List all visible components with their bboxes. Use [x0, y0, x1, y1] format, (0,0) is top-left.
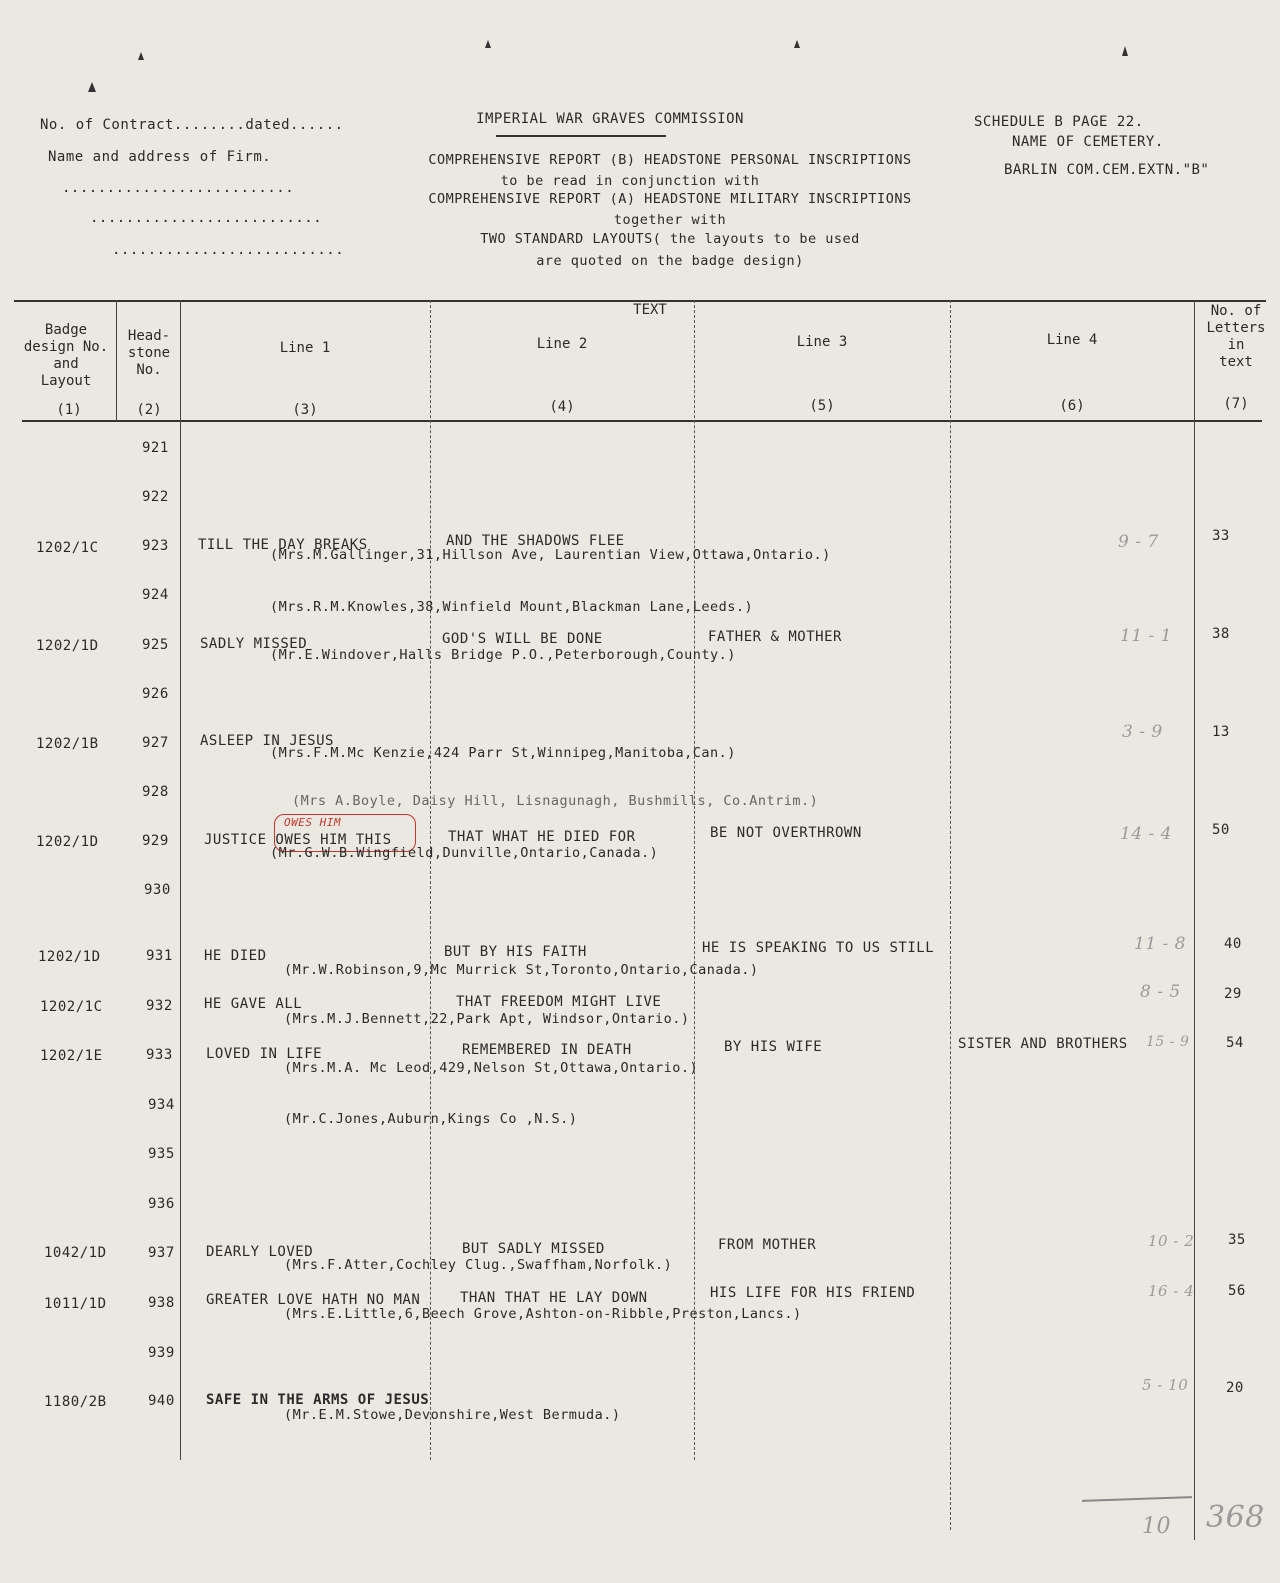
cemetery-name: BARLIN COM.CEM.EXTN."B" — [1004, 162, 1210, 178]
column-divider — [950, 300, 951, 1530]
headstone-number: 938 — [148, 1295, 175, 1311]
pin-mark — [138, 52, 144, 60]
firm-label: Name and address of Firm. — [48, 149, 272, 165]
next-of-kin-address: (Mrs.M.J.Bennett,22,Park Apt, Windsor,Ontario.) — [284, 1011, 690, 1027]
report-line-3: COMPREHENSIVE REPORT (A) HEADSTONE MILITARY INSCRIPTIONS — [428, 191, 912, 207]
column-header-text-group: TEXT — [633, 302, 667, 318]
column-divider — [430, 300, 431, 1460]
headstone-number: 924 — [142, 587, 169, 603]
letter-count: 40 — [1224, 936, 1242, 952]
inscription-line1: LOVED IN LIFE — [206, 1046, 323, 1062]
badge-design: 1042/1D — [44, 1245, 107, 1261]
letter-count: 56 — [1228, 1283, 1246, 1299]
column-header-line3: Line 3 — [796, 334, 848, 350]
next-of-kin-address: (Mr.G.W.B.Wingfield,Dunville,Ontario,Canada.) — [270, 845, 659, 861]
column-number: (5) — [809, 398, 835, 414]
inscription-line1: ASLEEP IN JESUS — [200, 733, 334, 749]
headstone-number: 929 — [142, 833, 169, 849]
badge-design: 1202/1D — [36, 638, 99, 654]
badge-design: 1011/1D — [44, 1296, 107, 1312]
report-line-6: are quoted on the badge design) — [536, 253, 804, 269]
badge-design: 1202/1D — [38, 949, 101, 965]
next-of-kin-address: (Mr.C.Jones,Auburn,Kings Co ,N.S.) — [284, 1111, 578, 1127]
inscription-line2: THAN THAT HE LAY DOWN — [460, 1290, 648, 1306]
handwritten-total: 10 — [1142, 1514, 1171, 1539]
badge-design: 1202/1C — [40, 999, 103, 1015]
letter-count: 29 — [1224, 986, 1242, 1002]
dotted-line: .......................... — [112, 242, 345, 258]
report-line-4: together with — [613, 212, 727, 228]
next-of-kin-address: (Mr.E.Windover,Halls Bridge P.O.,Peterborough,County.) — [270, 647, 736, 663]
column-number: (3) — [292, 402, 318, 418]
inscription-line1: JUSTICE OWES HIM THIS — [204, 832, 392, 848]
badge-design: 1202/1D — [36, 834, 99, 850]
handwritten-tally: 5 - 10 — [1142, 1376, 1189, 1394]
headstone-number: 935 — [148, 1146, 175, 1162]
inscription-line3: BY HIS WIFE — [724, 1039, 823, 1055]
inscription-line4: SISTER AND BROTHERS — [958, 1036, 1128, 1052]
column-number: (1) — [56, 402, 82, 418]
table-header-rule — [22, 420, 1262, 422]
column-header-badge: Badge design No. and Layout — [23, 322, 109, 389]
pin-mark — [88, 82, 96, 92]
badge-design: 1180/2B — [44, 1394, 107, 1410]
inscription-line3: FATHER & MOTHER — [708, 629, 842, 645]
next-of-kin-address: (Mrs.R.M.Knowles,38,Winfield Mount,Blackman Lane,Leeds.) — [270, 599, 754, 615]
inscription-line2: GOD'S WILL BE DONE — [442, 631, 603, 647]
headstone-number: 925 — [142, 637, 169, 653]
column-divider — [694, 300, 695, 1460]
pin-mark — [485, 40, 491, 48]
letter-count: 54 — [1226, 1035, 1244, 1051]
next-of-kin-address: (Mrs A.Boyle, Daisy Hill, Lisnagunagh, Bushmills, Co.Antrim.) — [292, 793, 819, 809]
next-of-kin-address: (Mrs.M.Gallinger,31,Hillson Ave, Laurentian View,Ottawa,Ontario.) — [270, 547, 831, 563]
badge-design: 1202/1B — [36, 736, 99, 752]
headstone-number: 937 — [148, 1245, 175, 1261]
inscription-line2: REMEMBERED IN DEATH — [462, 1042, 632, 1058]
letter-count: 35 — [1228, 1232, 1246, 1248]
headstone-number: 934 — [148, 1097, 175, 1113]
handwritten-tally: 16 - 4 — [1148, 1282, 1195, 1300]
column-number: (2) — [136, 402, 162, 418]
next-of-kin-address: (Mrs.F.Atter,Cochley Clug.,Swaffham,Norfolk.) — [284, 1257, 673, 1273]
report-line-2: to be read in conjunction with — [500, 173, 760, 189]
report-line-5: TWO STANDARD LAYOUTS( the layouts to be used — [480, 231, 860, 247]
next-of-kin-address: (Mrs.M.A. Mc Leod,429,Nelson St,Ottawa,Ontario.) — [284, 1060, 699, 1076]
headstone-number: 927 — [142, 735, 169, 751]
letter-count: 13 — [1212, 724, 1230, 740]
column-number: (7) — [1223, 396, 1249, 412]
handwritten-tally: 11 - 1 — [1120, 626, 1172, 646]
inscription-line2: AND THE SHADOWS FLEE — [446, 533, 625, 549]
headstone-number: 926 — [142, 686, 169, 702]
inscription-line2: BUT BY HIS FAITH — [444, 944, 587, 960]
inscription-line1: SADLY MISSED — [200, 636, 308, 652]
column-header-letters: No. of Letters in text — [1206, 303, 1266, 370]
handwritten-tally: 3 - 9 — [1122, 722, 1163, 742]
headstone-number: 931 — [146, 948, 173, 964]
title-rule — [496, 135, 666, 137]
organisation-title: IMPERIAL WAR GRAVES COMMISSION — [476, 111, 744, 127]
letter-count: 20 — [1226, 1380, 1244, 1396]
column-number: (4) — [549, 399, 575, 415]
inscription-line1: TILL THE DAY BREAKS — [198, 537, 368, 553]
next-of-kin-address: (Mrs.E.Little,6,Beech Grove,Ashton-on-Ribble,Preston,Lancs.) — [284, 1306, 802, 1322]
handwritten-tally: 8 - 5 — [1140, 982, 1181, 1002]
headstone-number: 933 — [146, 1047, 173, 1063]
schedule-label: SCHEDULE B PAGE 22. — [974, 114, 1144, 130]
handwritten-tally: 10 - 2 — [1148, 1232, 1195, 1250]
headstone-number: 921 — [142, 440, 169, 456]
column-header-headstone: Head- stone No. — [127, 328, 171, 378]
inscription-line3: HIS LIFE FOR HIS FRIEND — [710, 1285, 916, 1301]
column-header-line4: Line 4 — [1046, 332, 1098, 348]
letter-count: 33 — [1212, 528, 1230, 544]
headstone-number: 922 — [142, 489, 169, 505]
inscription-line3: BE NOT OVERTHROWN — [710, 825, 862, 841]
inscription-line1: DEARLY LOVED — [206, 1244, 314, 1260]
column-divider — [180, 300, 181, 1460]
inscription-line3: HE IS SPEAKING TO US STILL — [702, 940, 935, 956]
inscription-line1: HE GAVE ALL — [204, 996, 303, 1012]
inscription-line2: THAT FREEDOM MIGHT LIVE — [456, 994, 662, 1010]
headstone-number: 930 — [144, 882, 171, 898]
headstone-number: 936 — [148, 1196, 175, 1212]
correction-text: OWES HIM — [284, 816, 341, 829]
next-of-kin-address: (Mr.E.M.Stowe,Devonshire,West Bermuda.) — [284, 1407, 621, 1423]
letter-count: 38 — [1212, 626, 1230, 642]
inscription-line3: FROM MOTHER — [718, 1237, 817, 1253]
next-of-kin-address: (Mrs.F.M.Mc Kenzie,424 Parr St,Winnipeg,Manitoba,Can.) — [270, 745, 736, 761]
handwritten-tally: 14 - 4 — [1120, 824, 1172, 844]
column-number: (6) — [1059, 398, 1085, 414]
pin-mark — [794, 40, 800, 48]
headstone-number: 940 — [148, 1393, 175, 1409]
pin-mark — [1122, 46, 1128, 56]
letter-count: 50 — [1212, 822, 1230, 838]
headstone-number: 939 — [148, 1345, 175, 1361]
handwritten-total: 368 — [1206, 1500, 1265, 1535]
inscription-line1: HE DIED — [204, 948, 267, 964]
handwritten-tally: 9 - 7 — [1118, 532, 1159, 552]
handwritten-tally: 15 - 9 — [1146, 1034, 1190, 1050]
column-header-line2: Line 2 — [536, 336, 588, 352]
dotted-line: .......................... — [62, 180, 295, 196]
inscription-line1: SAFE IN THE ARMS OF JESUS — [206, 1392, 430, 1408]
inscription-line2: THAT WHAT HE DIED FOR — [448, 829, 636, 845]
next-of-kin-address: (Mr.W.Robinson,9,Mc Murrick St,Toronto,Ontario,Canada.) — [284, 962, 759, 978]
inscription-line2: BUT SADLY MISSED — [462, 1241, 605, 1257]
report-line-1: COMPREHENSIVE REPORT (B) HEADSTONE PERSONAL INSCRIPTIONS — [428, 152, 912, 168]
headstone-number: 928 — [142, 784, 169, 800]
badge-design: 1202/1E — [40, 1048, 103, 1064]
dotted-line: .......................... — [90, 210, 323, 226]
column-header-line1: Line 1 — [279, 340, 331, 356]
cemetery-label: NAME OF CEMETERY. — [1012, 134, 1164, 150]
headstone-number: 923 — [142, 538, 169, 554]
badge-design: 1202/1C — [36, 540, 99, 556]
contract-label: No. of Contract........dated...... — [40, 117, 344, 133]
handwritten-tally: 11 - 8 — [1134, 934, 1186, 954]
total-rule — [1082, 1496, 1192, 1501]
column-divider — [1194, 300, 1195, 1540]
inscription-line1: GREATER LOVE HATH NO MAN — [206, 1292, 421, 1308]
headstone-number: 932 — [146, 998, 173, 1014]
